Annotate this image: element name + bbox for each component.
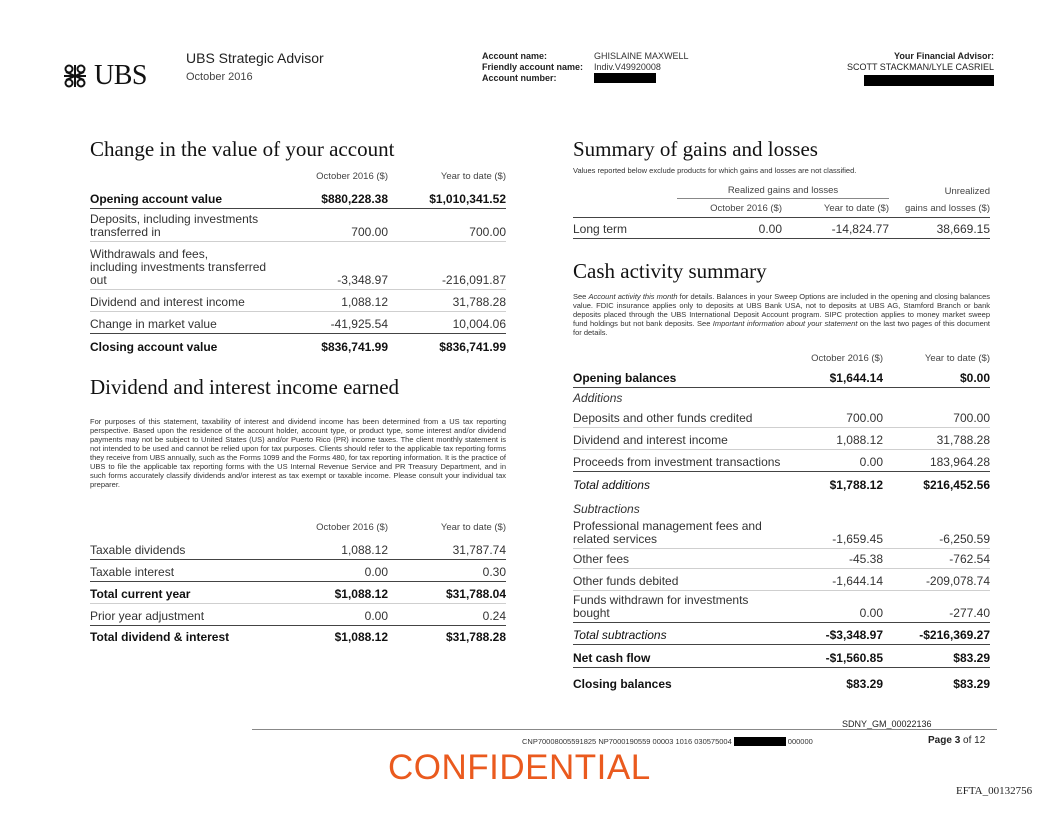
- confidential-stamp: CONFIDENTIAL: [388, 748, 651, 787]
- friendly-name: Indiv.V49920008: [594, 62, 661, 72]
- gains-note: Values reported below exclude products for which gains and losses are not classified.: [573, 166, 857, 175]
- unrealized-header: Unrealized: [944, 186, 990, 197]
- advisor-redaction: [864, 75, 994, 86]
- table-row: Opening account value $880,228.38 $1,010,341.52: [90, 183, 506, 209]
- advisor-label: Your Financial Advisor:: [893, 51, 994, 61]
- table-row: Closing account value $836,741.99 $836,741.99: [90, 340, 506, 354]
- table-row: Dividend and interest income 1,088.12 31,788.28: [573, 428, 990, 450]
- logo-text: UBS: [94, 60, 147, 91]
- table-row: Taxable interest 0.00 0.30: [90, 560, 506, 582]
- col-header: October 2016 ($): [710, 202, 782, 214]
- gains-title: Summary of gains and losses: [573, 137, 818, 161]
- table-row: Long term 0.00 -14,824.77 38,669.15: [573, 217, 990, 239]
- table-row: Total subtractions -$3,348.97 -$216,369.27: [573, 623, 990, 645]
- cash-note: See Account activity this month for details. Balances in your Sweep Options are included in the opening and closing balances value. FDIC insurance applies only to deposits at UBS Bank USA, not to deposits at UBS AG, Stamford Branch or bank deposits placed through the UBS International Deposit Account program. SIPC protection applies to money market sweep fund holdings but not bank deposits. See Important information about your statement on the last two pages of this document for details.: [573, 292, 990, 337]
- col-header: October 2016 ($): [316, 170, 388, 182]
- bates-stamp: SDNY_GM_00022136: [842, 719, 932, 729]
- gains-table: [573, 184, 990, 239]
- col-header: Year to date ($): [440, 521, 506, 533]
- tax-disclaimer: For purposes of this statement, taxability of interest and dividend income has been determined from a US tax reporting perspective. Based upon the residence of the account holder, account type, or product type, some interest and/or dividend payments may not be subject to United States (US) and/or Puerto Rico (PR) income taxes. The client monthly statement is not intended to be used and cannot be relied upon for tax purposes. Clients should refer to the applicable tax reporting forms they receive from UBS annually, such as the Forms 1099 and the Forms 480, for tax reporting information. It is the practice of UBS to file the applicable tax reporting forms with the US Internal Revenue Service and PR Treasury Department, and in such forms accurately classify dividends and/or interest as tax exempt or taxable income. Please consult your individual tax preparer.: [90, 417, 506, 489]
- table-row: Opening balances $1,644.14 $0.00: [573, 365, 990, 388]
- table-row: Other funds debited -1,644.14 -209,078.74: [573, 569, 990, 591]
- advisor-name: SCOTT STACKMAN/LYLE CASRIEL: [846, 62, 994, 72]
- statement-period: October 2016: [186, 71, 253, 83]
- table-header: [90, 520, 506, 534]
- cash-table: [573, 351, 990, 693]
- friendly-name-label: Friendly account name:: [482, 62, 584, 72]
- table-row: Funds withdrawn for investments bought 0.00 -277.40: [573, 591, 990, 623]
- table-header: [573, 199, 990, 217]
- footer-redaction: [734, 737, 786, 746]
- col-header: Year to date ($): [823, 202, 889, 214]
- section-label: Additions: [573, 391, 623, 405]
- cash-title: Cash activity summary: [573, 259, 767, 283]
- col-header: October 2016 ($): [811, 352, 883, 364]
- table-row: Other fees -45.38 -762.54: [573, 549, 990, 569]
- table-row: Dividend and interest income 1,088.12 31,788.28: [90, 290, 506, 312]
- footer-divider: [252, 729, 997, 730]
- col-header: Year to date ($): [440, 170, 506, 182]
- footer-code: CNP70008005591825 NP7000190559 00003 1016 030575004 000000: [522, 737, 813, 746]
- page-number: Page 3 of 12: [928, 735, 986, 746]
- table-row: Prior year adjustment 0.00 0.24: [90, 604, 506, 626]
- financial-advisor: [847, 51, 994, 89]
- table-row: Taxable dividends 1,088.12 31,787.74: [90, 534, 506, 560]
- account-info: [482, 51, 689, 84]
- account-number-label: Account number:: [482, 73, 557, 83]
- table-header: [90, 169, 506, 183]
- change-value-title: Change in the value of your account: [90, 137, 395, 161]
- table-row: Net cash flow -$1,560.85 $83.29: [573, 645, 990, 668]
- col-header: gains and losses ($): [904, 202, 990, 214]
- account-name: GHISLAINE MAXWELL: [594, 51, 689, 61]
- section-label: Subtractions: [573, 502, 640, 516]
- product-name: UBS Strategic Advisor: [186, 50, 324, 66]
- table-row: Professional management fees and related services -1,659.45 -6,250.59: [573, 518, 990, 549]
- dividend-title: Dividend and interest income earned: [90, 375, 400, 399]
- table-row: Closing balances $83.29 $83.29: [573, 677, 990, 691]
- table-header: [573, 184, 990, 199]
- ubs-keys-icon: [60, 63, 90, 89]
- col-header: Year to date ($): [924, 352, 990, 364]
- table-row: Total dividend & interest $1,088.12 $31,788.28: [90, 630, 506, 644]
- col-header: October 2016 ($): [316, 521, 388, 533]
- realized-header: Realized gains and losses: [677, 184, 889, 199]
- ubs-logo: [60, 60, 160, 92]
- table-row: Deposits, including investments transferred in 700.00 700.00: [90, 209, 506, 242]
- table-row: Change in market value -41,925.54 10,004.06: [90, 312, 506, 334]
- account-name-label: Account name:: [482, 51, 548, 61]
- dividend-table: [90, 520, 506, 646]
- change-value-table: [90, 169, 506, 356]
- table-row: Deposits and other funds credited 700.00 700.00: [573, 407, 990, 428]
- account-number-redaction: [594, 73, 656, 83]
- table-row: Total additions $1,788.12 $216,452.56: [573, 478, 990, 492]
- table-row: Total current year $1,088.12 $31,788.04: [90, 582, 506, 604]
- table-row: Withdrawals and fees, including investments transferred out -3,348.97 -216,091.87: [90, 242, 506, 290]
- table-header: [573, 351, 990, 365]
- efta-number: EFTA_00132756: [956, 785, 1033, 797]
- table-row: Proceeds from investment transactions 0.00 183,964.28: [573, 450, 990, 472]
